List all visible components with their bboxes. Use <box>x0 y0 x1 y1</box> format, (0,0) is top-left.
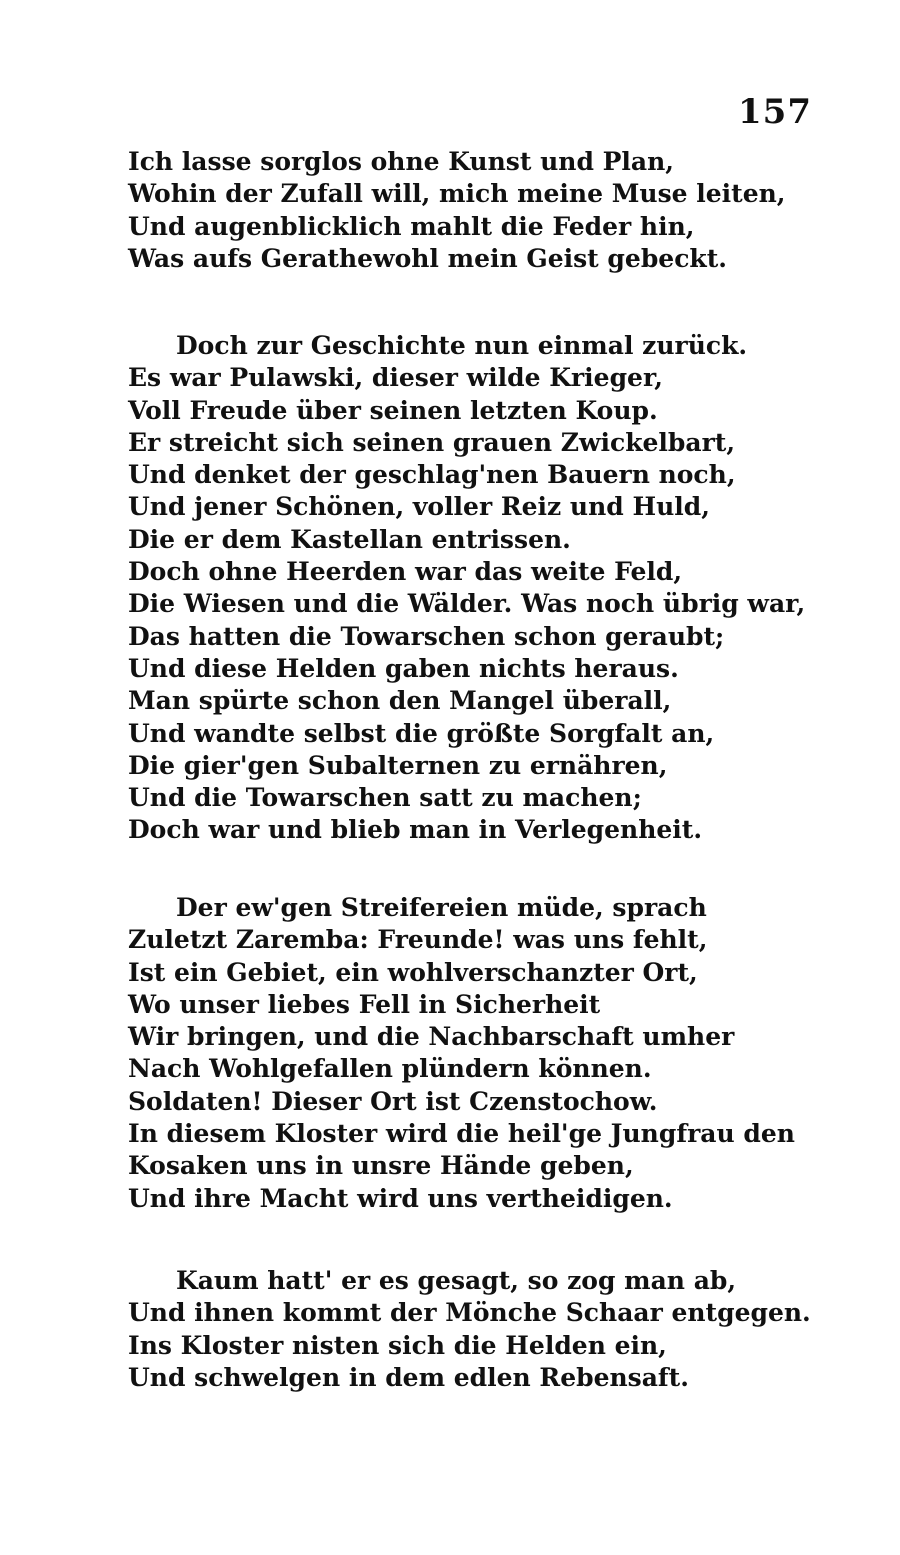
verse-line: Und die Towarschen satt zu machen; <box>128 783 642 813</box>
verse-line: Ins Kloster nisten sich die Helden ein, <box>128 1330 667 1360</box>
verse-line: Die gier'gen Subalternen zu ernähren, <box>128 750 668 780</box>
verse-line: Zuletzt Zaremba: Freunde! was uns fehlt, <box>128 925 708 955</box>
verse-line: Man spürte schon den Mangel überall, <box>128 686 672 716</box>
verse-line: Nach Wohlgefallen plündern können. <box>128 1054 652 1084</box>
verse-line: Und ihnen kommt der Mönche Schaar entgegen. <box>128 1298 811 1328</box>
verse-line: Doch zur Geschichte nun einmal zurück. <box>176 331 748 360</box>
verse-line: Und schwelgen in dem edlen Rebensaft. <box>128 1362 689 1392</box>
verse-line: Die er dem Kastellan entrissen. <box>128 524 571 554</box>
verse-line: Kosaken uns in unsre Hände geben, <box>128 1151 634 1181</box>
verse-line: Soldaten! Dieser Ort ist Czenstochow. <box>128 1086 658 1116</box>
verse-line: Und ihre Macht wird uns vertheidigen. <box>128 1183 673 1213</box>
verse-line: Der ew'gen Streifereien müde, sprach <box>176 893 707 922</box>
verse-line: Ist ein Gebiet, ein wohlverschanzter Ort, <box>128 957 698 987</box>
verse-line: Wohin der Zufall will, mich meine Muse leiten, <box>128 179 786 209</box>
verse-line: Die Wiesen und die Wälder. Was noch übrig war, <box>128 589 806 619</box>
verse-line: Und diese Helden gaben nichts heraus. <box>128 653 679 683</box>
page-number: 157 <box>738 92 812 132</box>
stanza-4 <box>128 1265 811 1394</box>
verse-line: Er streicht sich seinen grauen Zwickelbart, <box>128 427 736 457</box>
verse-line: Kaum hatt' er es gesagt, so zog man ab, <box>176 1266 737 1295</box>
verse-line: Doch war und blieb man in Verlegenheit. <box>128 815 703 845</box>
verse-line: Das hatten die Towarschen schon geraubt; <box>128 621 725 651</box>
verse-line: Und denket der geschlag'nen Bauern noch, <box>128 460 736 490</box>
verse-line: Voll Freude über seinen letzten Koup. <box>128 395 658 425</box>
verse-line: Und augenblicklich mahlt die Feder hin, <box>128 211 695 241</box>
verse-line: Wir bringen, und die Nachbarschaft umher <box>128 1022 735 1052</box>
verse-line: Ich lasse sorglos ohne Kunst und Plan, <box>128 147 675 176</box>
stanza-2 <box>128 330 805 847</box>
verse-line: Wo unser liebes Fell in Sicherheit <box>128 989 601 1019</box>
stanza-3 <box>128 892 795 1215</box>
verse-line: Und jener Schönen, voller Reiz und Huld, <box>128 492 710 522</box>
stanza-1 <box>128 146 785 275</box>
verse-line: Doch ohne Heerden war das weite Feld, <box>128 557 683 587</box>
verse-line: Es war Pulawski, dieser wilde Krieger, <box>128 363 664 393</box>
verse-line: Und wandte selbst die größte Sorgfalt an, <box>128 718 715 748</box>
verse-line: Was aufs Gerathewohl mein Geist gebeckt. <box>128 243 727 273</box>
verse-line: In diesem Kloster wird die heil'ge Jungfrau den <box>128 1119 795 1149</box>
